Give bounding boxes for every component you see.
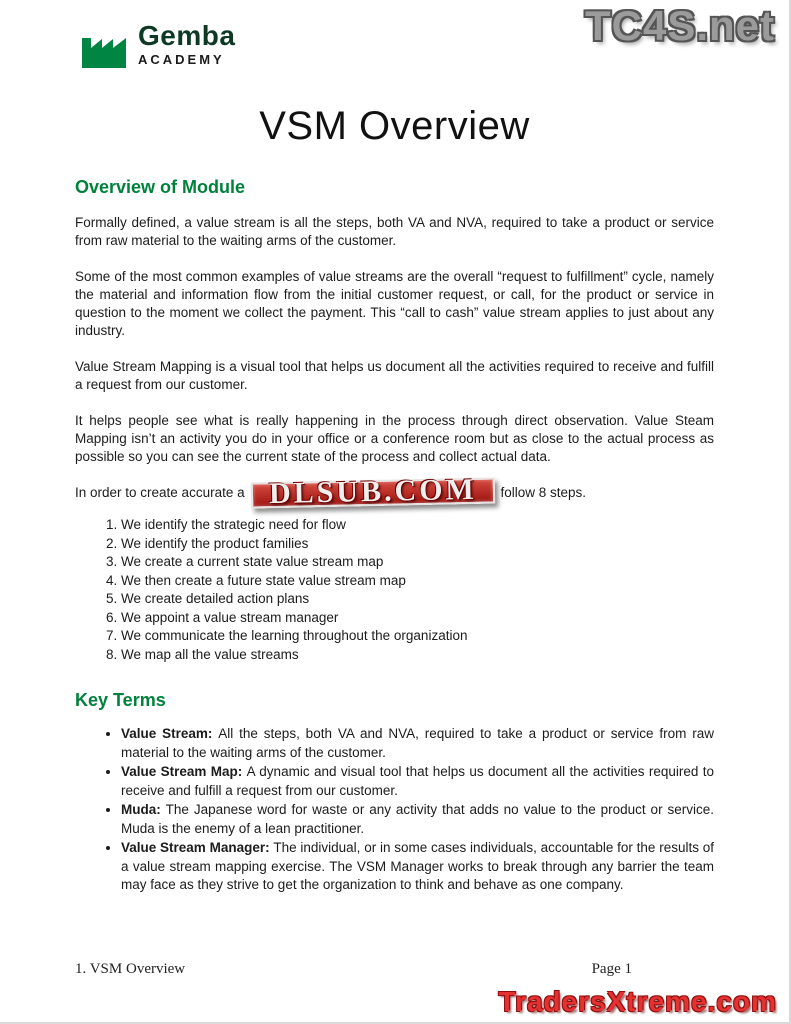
section-heading-overview: Overview of Module [75,177,246,197]
list-item: 7. We communicate the learning throughout the organization [121,627,714,646]
paragraph: Formally defined, a value stream is all the steps, both VA and NVA, required to take a product or service from raw material to the waiting arms of the customer. [75,215,714,248]
list-item: 4. We then create a future state value stream map [121,572,714,591]
list-item: 8. We map all the value streams [121,646,714,665]
list-item: 1. We identify the strategic need for flow [121,516,714,535]
term-item [121,801,714,838]
term-definition: A dynamic and visual tool that helps us document all the activities required to receive and fulfill a request from our customer. [121,764,714,798]
list-item: 5. We create detailed action plans [121,590,714,609]
gemba-academy-logo [78,22,235,73]
term-item [121,725,714,762]
watermark-middle: DLSUB.COM [250,477,494,508]
logo-sub-text: ACADEMY [138,52,225,67]
paragraph-with-watermark [75,472,714,511]
paragraph-fragment-before: In order to create accurate a [75,485,245,500]
factory-icon [78,26,130,73]
term-label: Muda: [121,802,161,817]
list-item: 6. We appoint a value stream manager [121,609,714,628]
paragraph: It helps people see what is really happening in the process through direct observation. Value Steam Mapping isn’t an activity you do in your office or a conference room but as close to the actual process as possible so you can see the current state of the process and collect actual data. [75,413,714,464]
footer-page-number: Page 1 [591,961,632,977]
term-item [121,763,714,800]
steps-list [75,516,714,664]
list-item: 3. We create a current state value stream map [121,553,714,572]
paragraph: Value Stream Mapping is a visual tool that helps us document all the activities required to receive and fulfill a request from our customer. [75,359,714,392]
logo-brand-text: Gemba [138,20,236,51]
term-definition: All the steps, both VA and NVA, required to take a product or service from raw material to the waiting arms of the customer. [121,726,714,760]
term-item [121,839,714,895]
term-definition: The Japanese word for waste or any activity that adds no value to the product or service. Muda is the enemy of a lean practitioner. [121,802,714,836]
watermark-bottom-right: TradersXtreme.com [498,986,777,1017]
term-label: Value Stream Map: [121,764,243,779]
key-terms-list [75,725,714,895]
page-title: VSM Overview [259,104,530,148]
term-label: Value Stream: [121,726,213,741]
list-item: 2. We identify the product families [121,535,714,554]
paragraph-fragment-after: follow 8 steps. [500,485,586,500]
paragraph: Some of the most common examples of value streams are the overall “request to fulfillment” cycle, namely the material and information flow from the initial customer request, or call, for the product or service in question to the moment we collect the payment. This “call to cash” value stream applies to just about any industry. [75,269,714,338]
section-heading-key-terms: Key Terms [75,690,166,710]
footer-section-label: 1. VSM Overview [75,961,186,977]
page-footer [75,961,714,978]
term-definition: The individual, or in some cases individuals, accountable for the results of a value stream mapping exercise. The VSM Manager works to break through any barrier the team may face as they strive to get the organization to think and behave as one company. [121,840,714,892]
logo-wordmark [138,22,235,66]
watermark-top-right: TC4S.net [584,2,775,49]
term-label: Value Stream Manager: [121,840,270,855]
